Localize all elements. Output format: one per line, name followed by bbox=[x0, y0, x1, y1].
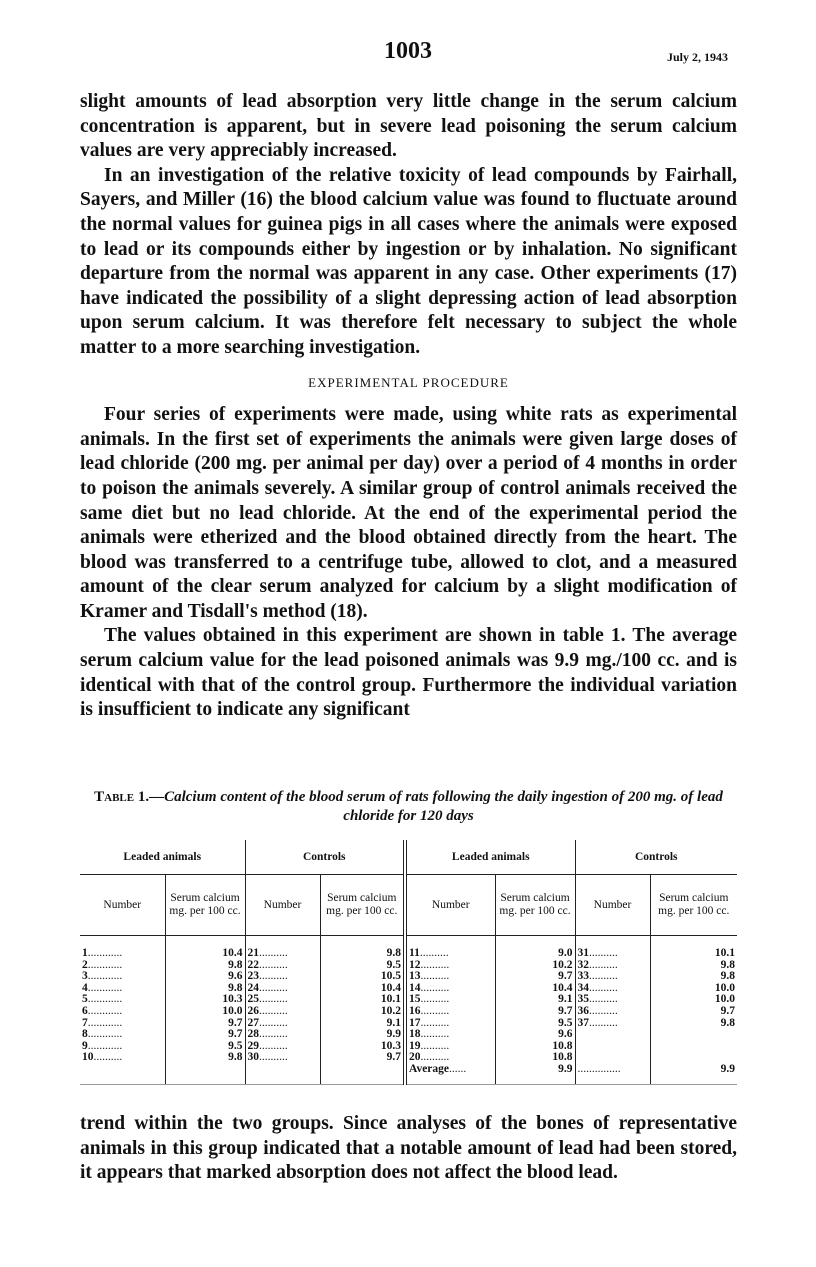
cell-number: 18.......... bbox=[405, 1029, 495, 1041]
cell-serum-value: 10.8 bbox=[495, 1052, 575, 1064]
cell-number: 33.......... bbox=[575, 971, 650, 983]
cell-number: 8............ bbox=[82, 1028, 123, 1041]
body-text-bottom bbox=[80, 1112, 737, 1186]
dot-leader: .......... bbox=[420, 958, 450, 971]
cell-serum-value: 9.8 bbox=[650, 960, 737, 972]
cell-number bbox=[575, 1029, 650, 1041]
cell-number: 27.......... bbox=[245, 1018, 320, 1030]
paragraph: The values obtained in this experiment are shown in table 1. The average serum calcium value for the lead poisoned animals was 9.9 mg./100 cc. and is identical with that of the control group. Furthermore the individual variation is insufficient to indicate any significant bbox=[80, 625, 737, 721]
dot-leader: ............... bbox=[577, 1062, 621, 1075]
cell-serum-value bbox=[650, 1041, 737, 1053]
dot-leader: .......... bbox=[259, 1051, 288, 1064]
cell-number: 2............ bbox=[82, 958, 123, 971]
paragraph: Four series of experiments were made, using white rats as experimental animals. In the first set of experiments the animals were given large doses of lead chloride (200 mg. per animal per day) over a period of 4 months in order to poison the animals severely. A similar group of control animals received the same diet but no lead chloride. At the end of the experimental period the animals were etherized and the blood obtained directly from the heart. The blood was transferred to a centrifuge tube, allowed to clot, and a measured amount of the clear serum analyzed for calcium by a slight modification of Kramer and Tisdall's method (18). bbox=[80, 404, 737, 622]
cell-number: 19.......... bbox=[405, 1041, 495, 1053]
data-table bbox=[80, 840, 737, 1085]
dot-leader: .......... bbox=[420, 1051, 450, 1064]
cell-serum-value: 10.4 bbox=[320, 983, 405, 995]
caption-text: —Calcium content of the blood serum of rats following the daily ingestion of 200 mg. of lead chloride for 120 days bbox=[149, 789, 723, 824]
cell-serum-value: 10.0 bbox=[650, 994, 737, 1006]
cell-serum-value: 9.8 bbox=[165, 1052, 245, 1064]
cell-number: 24.......... bbox=[245, 983, 320, 995]
cell-serum-value: 9.7 bbox=[495, 971, 575, 983]
col-header-serum: Serum calcium mg. per 100 cc. bbox=[650, 875, 737, 936]
dot-leader: .......... bbox=[420, 1028, 450, 1041]
cell-number: 35.......... bbox=[575, 994, 650, 1006]
dot-leader: ............ bbox=[87, 993, 123, 1006]
group-header: Leaded animals bbox=[405, 840, 575, 875]
dot-leader: .......... bbox=[259, 958, 288, 971]
dot-leader: .......... bbox=[589, 958, 618, 971]
cell-serum-value: 10.4 bbox=[495, 983, 575, 995]
cell-serum-value: 9.8 bbox=[650, 971, 737, 983]
cell-number: 25.......... bbox=[245, 994, 320, 1006]
group-header: Controls bbox=[575, 840, 737, 875]
cell-number: 3............ bbox=[82, 970, 123, 983]
cell-number bbox=[80, 1064, 165, 1084]
cell-number: 37.......... bbox=[575, 1018, 650, 1030]
dot-leader: ............ bbox=[87, 1028, 123, 1041]
col-header-serum: Serum calcium mg. per 100 cc. bbox=[165, 875, 245, 936]
cell-serum-value: 10.3 bbox=[320, 1041, 405, 1053]
table-row bbox=[80, 936, 737, 960]
group-header: Leaded animals bbox=[80, 840, 245, 875]
cell-serum-value: 9.5 bbox=[495, 1018, 575, 1030]
dot-leader: .......... bbox=[420, 981, 450, 994]
cell-serum-value: 10.3 bbox=[165, 994, 245, 1006]
dot-leader: .......... bbox=[589, 993, 618, 1006]
cell-serum-value: 9.7 bbox=[165, 1018, 245, 1030]
dot-leader: .......... bbox=[589, 947, 618, 959]
col-header-number: Number bbox=[245, 875, 320, 936]
cell-number: 26.......... bbox=[245, 1006, 320, 1018]
dot-leader: .......... bbox=[259, 947, 288, 959]
cell-serum-value: 9.7 bbox=[495, 1006, 575, 1018]
cell-serum-value: 9.9 bbox=[495, 1064, 575, 1084]
dot-leader: ...... bbox=[449, 1062, 467, 1075]
dot-leader: ............ bbox=[87, 947, 123, 959]
cell-number: 9............ bbox=[82, 1039, 123, 1052]
issue-date: July 2, 1943 bbox=[667, 50, 729, 64]
dot-leader: .......... bbox=[259, 970, 288, 983]
dot-leader: .......... bbox=[420, 970, 450, 983]
dot-leader: .......... bbox=[419, 947, 449, 959]
cell-number: 29.......... bbox=[245, 1041, 320, 1053]
cell-serum-value: 10.1 bbox=[650, 936, 737, 960]
cell-serum-value: 9.8 bbox=[320, 936, 405, 960]
cell-serum-value: 9.1 bbox=[320, 1018, 405, 1030]
cell-number bbox=[245, 1064, 320, 1084]
cell-number: 34.......... bbox=[575, 983, 650, 995]
paragraph: slight amounts of lead absorption very little change in the serum calcium concentration is apparent, but in severe lead poisoning the serum calcium values are very appreciably increased. bbox=[80, 91, 737, 162]
dot-leader: .......... bbox=[589, 970, 618, 983]
cell-number: 15.......... bbox=[405, 994, 495, 1006]
cell-number: 21.......... bbox=[245, 936, 320, 960]
cell-number: 7............ bbox=[82, 1016, 123, 1029]
dot-leader: .......... bbox=[259, 1004, 288, 1017]
dot-leader: .......... bbox=[259, 1028, 288, 1041]
table-label: Table 1. bbox=[94, 789, 150, 805]
cell-number: 12.......... bbox=[405, 960, 495, 972]
cell-serum-value: 9.7 bbox=[320, 1052, 405, 1064]
dot-leader: .......... bbox=[420, 1016, 450, 1029]
cell-number: 14.......... bbox=[405, 983, 495, 995]
dot-leader: .......... bbox=[589, 1004, 618, 1017]
cell-serum-value: 10.4 bbox=[165, 936, 245, 960]
table-row bbox=[80, 1064, 737, 1084]
dot-leader: ............ bbox=[87, 1039, 123, 1052]
cell-serum-value: 10.0 bbox=[165, 1006, 245, 1018]
cell-serum-value: 9.9 bbox=[650, 1064, 737, 1084]
cell-number: 31.......... bbox=[575, 936, 650, 960]
cell-number bbox=[575, 1064, 650, 1084]
dot-leader: .......... bbox=[259, 1039, 288, 1052]
cell-number: 32.......... bbox=[575, 960, 650, 972]
cell-serum-value: 9.5 bbox=[165, 1041, 245, 1053]
col-header-number: Number bbox=[575, 875, 650, 936]
cell-number: 22.......... bbox=[245, 960, 320, 972]
cell-number: 17.......... bbox=[405, 1018, 495, 1030]
cell-number: 10.......... bbox=[82, 1051, 123, 1064]
col-header-number: Number bbox=[80, 875, 165, 936]
dot-leader: .......... bbox=[589, 981, 618, 994]
cell-serum-value: 10.1 bbox=[320, 994, 405, 1006]
cell-serum-value: 9.6 bbox=[165, 971, 245, 983]
table-row bbox=[80, 1006, 737, 1018]
section-heading: EXPERIMENTAL PROCEDURE bbox=[308, 374, 509, 390]
dot-leader: .......... bbox=[589, 1016, 618, 1029]
cell-number: 30.......... bbox=[245, 1052, 320, 1064]
dot-leader: .......... bbox=[420, 1039, 450, 1052]
cell-serum-value: 10.8 bbox=[495, 1041, 575, 1053]
group-header: Controls bbox=[245, 840, 405, 875]
cell-number: Average...... bbox=[405, 1064, 495, 1084]
dot-leader: ............ bbox=[87, 1004, 123, 1017]
col-header-serum: Serum calcium mg. per 100 cc. bbox=[495, 875, 575, 936]
dot-leader: .......... bbox=[259, 1016, 288, 1029]
page-number: 1003 bbox=[384, 38, 432, 64]
cell-number bbox=[575, 1041, 650, 1053]
cell-serum-value: 9.8 bbox=[165, 983, 245, 995]
cell-serum-value: 10.5 bbox=[320, 971, 405, 983]
cell-number: 4............ bbox=[82, 981, 123, 994]
col-header-number: Number bbox=[405, 875, 495, 936]
dot-leader: ............ bbox=[87, 958, 123, 971]
cell-number: 1............ bbox=[82, 947, 123, 959]
cell-number: 16.......... bbox=[405, 1006, 495, 1018]
cell-serum-value: 9.8 bbox=[650, 1018, 737, 1030]
table-row bbox=[80, 1029, 737, 1041]
cell-number: 20.......... bbox=[405, 1052, 495, 1064]
col-header-serum: Serum calcium mg. per 100 cc. bbox=[320, 875, 405, 936]
cell-serum-value: 10.2 bbox=[495, 960, 575, 972]
cell-serum-value bbox=[320, 1064, 405, 1084]
cell-serum-value: 9.9 bbox=[320, 1029, 405, 1041]
dot-leader: ............ bbox=[87, 981, 123, 994]
cell-serum-value: 9.1 bbox=[495, 994, 575, 1006]
cell-serum-value: 10.0 bbox=[650, 983, 737, 995]
cell-serum-value: 9.5 bbox=[320, 960, 405, 972]
cell-serum-value bbox=[165, 1064, 245, 1084]
cell-serum-value bbox=[650, 1029, 737, 1041]
paragraph: In an investigation of the relative toxicity of lead compounds by Fairhall, Sayers, and Miller (16) the blood calcium value was found to fluctuate around the normal values for guinea pigs in all cases where the animals were exposed to lead or its compounds either by ingestion or by inhalation. No significant departure from the normal was apparent in any case. Other experiments (17) have indicated the possibility of a slight depressing action of lead absorption upon serum calcium. It was therefore felt necessary to subject the whole matter to a more searching investigation. bbox=[80, 164, 737, 358]
dot-leader: .......... bbox=[420, 993, 450, 1006]
cell-number: 5............ bbox=[82, 993, 123, 1006]
cell-number: 36.......... bbox=[575, 1006, 650, 1018]
cell-number: 6............ bbox=[82, 1004, 123, 1017]
dot-leader: .......... bbox=[259, 993, 288, 1006]
paragraph: trend within the two groups. Since analyses of the bones of representative animals in this group indicated that a notable amount of lead had been stored, it appears that marked absorption does not affect the blood lead. bbox=[80, 1113, 737, 1184]
cell-serum-value: 9.6 bbox=[495, 1029, 575, 1041]
dot-leader: .......... bbox=[259, 981, 288, 994]
dot-leader: ............ bbox=[87, 1016, 123, 1029]
dot-leader: .......... bbox=[93, 1051, 123, 1064]
table-caption bbox=[80, 788, 737, 826]
cell-number: 11.......... bbox=[405, 936, 495, 960]
cell-serum-value: 9.8 bbox=[165, 960, 245, 972]
dot-leader: .......... bbox=[420, 1004, 450, 1017]
cell-number: 13.......... bbox=[405, 971, 495, 983]
cell-serum-value: 9.7 bbox=[650, 1006, 737, 1018]
cell-serum-value: 10.2 bbox=[320, 1006, 405, 1018]
cell-serum-value: 9.0 bbox=[495, 936, 575, 960]
cell-serum-value: 9.7 bbox=[165, 1029, 245, 1041]
body-text-top bbox=[80, 90, 737, 723]
cell-number: 28.......... bbox=[245, 1029, 320, 1041]
cell-number: 23.......... bbox=[245, 971, 320, 983]
dot-leader: ............ bbox=[87, 970, 123, 983]
